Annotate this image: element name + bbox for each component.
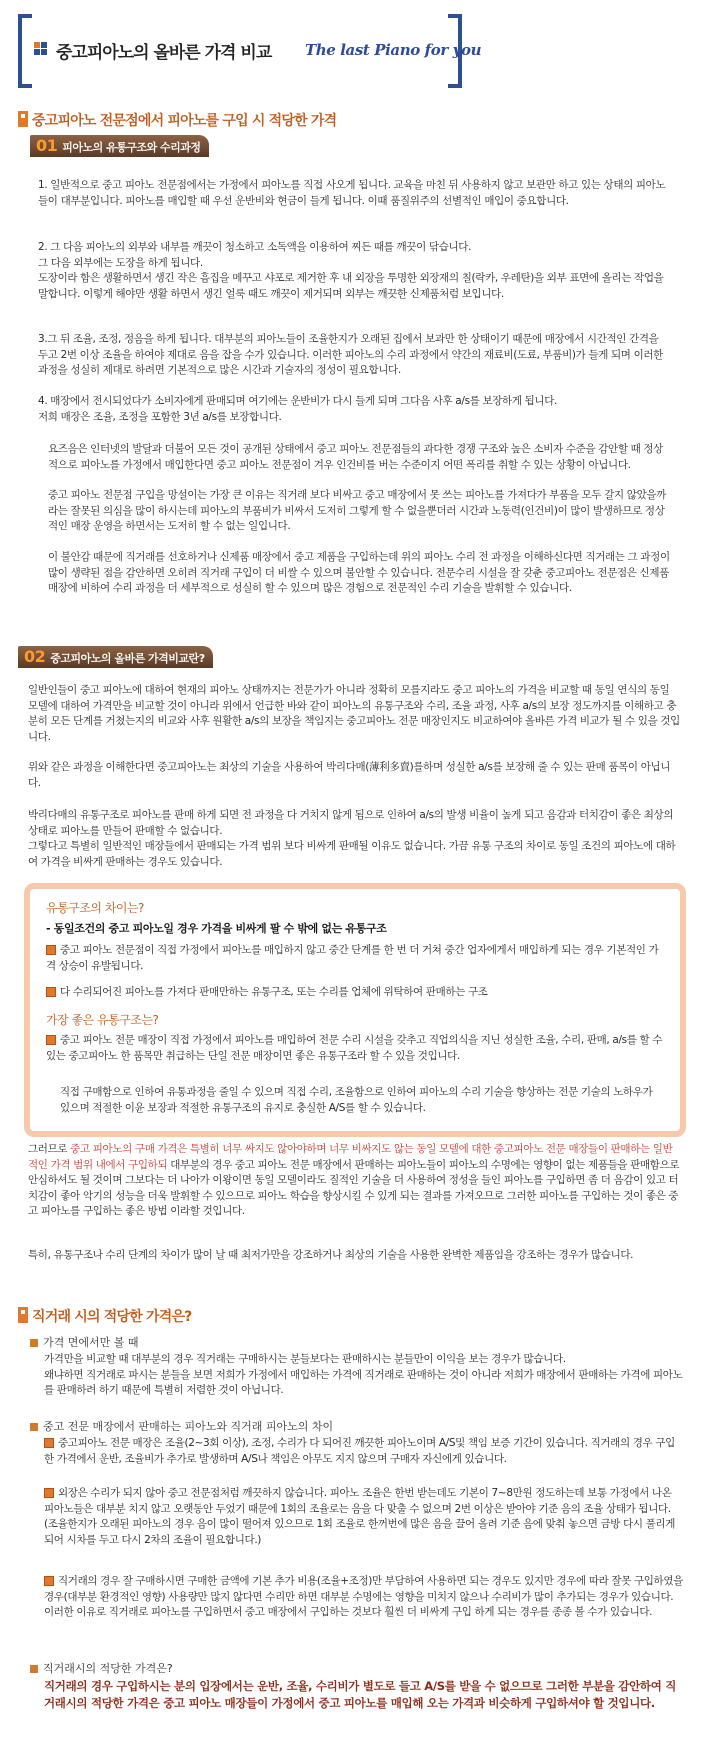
section1-title: 중고피아노 전문점에서 피아노를 구입 시 적당한 가격 <box>32 113 337 129</box>
list-item: 3.그 뒤 조율, 조정, 정음을 하게 됩니다. 대부분의 피아노들이 조율한지가 오래된 집에서 보과만 한 상태이기 때문에 매장에서 시간적인 간격을 두고 2번 이상 조율을 하여야 제대로 음을 잡을 수가 있습니다. 이러한 피아노의 수리 과정에서 약간의 재료비(도료, 부품비)가 들게 되며 이러한 과정을 성실히 제대로 하려면 기본적으로 많은 시간과 기술자의 정성이 필요합니다. <box>38 333 663 376</box>
box-lead: - 동일조건의 중고 피아노일 경우 가격을 비싸게 팔 수 밖에 없는 유통구조 <box>46 922 387 935</box>
section1-paragraph: 요즈음은 인터넷의 발달과 더불어 모든 것이 공개된 상태에서 중고 피아노 전문점들의 과다한 경쟁 구조와 높은 소비자 수준을 감안할 때 정상적으로 피아노를 가정에서 매입한다면 중고 피아노 전문점이 겨우 인건비를 버는 수준이지 어떤 폭리를 취할 수 있는 상황이 아닙니다. <box>48 443 663 471</box>
box-heading: 가장 좋은 유통구조는? <box>46 1013 159 1027</box>
section1-paragraph: 이 불안감 때문에 직거래를 선호하거나 신제품 매장에서 중고 제품을 구입하는데 위의 피아노 수리 전 과정을 이해하신다면 직거래는 그 과정이 많이 생략된 점을 감안하면 오히려 직거래 구입이 더 비쌀 수 있으며 불안할 수 있습니다. 전문수리 시설을 잘 갖춘 중고피아노 전문점은 신제품 매장에 비하여 수리 과정을 더 세부적으로 성실히 할 수 있으며 많은 경험으로 전문적인 수리 기술을 발휘할 수 있습니다. <box>48 551 670 594</box>
header-frame-left <box>18 14 32 88</box>
section3-bullet: 직거래의 경우 잘 구매하시면 구매한 금액에 기본 추가 비용(조율+조정)만 부담하여 사용하면 되는 경우도 있지만 경우에 따라 잘못 구입하였을 경우(대부분 환경적인 영향) 사용량만 많지 않다면 수리만 하면 대부분 수명에는 영향을 미치지 않으나 수리비가 많이 추가되는 경우가 있습니다. 이러한 이유로 직거래로 피아노를 구입하면서 중고 매장에서 구입하는 것보다 훨씬 더 비싸게 구입 하게 되는 경우를 종종 볼 수가 있습니다. <box>44 1575 683 1618</box>
bullet-square-icon <box>46 1035 56 1045</box>
list-item: 2. 그 다음 피아노의 외부와 내부를 깨끗이 청소하고 소독액을 이용하여 찌든 때를 깨끗이 닦습니다. 그 다음 외부에는 도장을 하게 됩니다. 도장이라 함은 생활하면서 생긴 작은 흠집을 메꾸고 샤포로 제거한 후 내 외장을 투명한 외장재의 칠(락카, 우레탄)을 외부 표면에 올리는 작업을 말합니다. 이렇게 해야만 생활 하면서 생긴 얼룩 때도 깨끗이 제거되며 외부는 깨끗한 신제품처럼 보입니다. <box>38 241 664 300</box>
list-item: 4. 매장에서 전시되었다가 소비자에게 판매되며 여기에는 운반비가 다시 들게 되며 그다음 사후 a/s를 보장하게 됩니다. 저희 매장은 조율, 조정을 포함한 3년 a/s를 보장합니다. <box>38 395 558 423</box>
logo-squares-icon <box>34 42 48 56</box>
box-heading: 유통구조의 차이는? <box>46 901 144 915</box>
section3-paragraph: 가격만을 비교할 때 대부분의 경우 직거래는 구매하시는 분들보다는 판매하시는 분들만이 이익을 보는 경우가 많습니다. 왜냐하면 직거래로 파시는 분들을 보면 저희가 가정에서 매입하는 가격에 직거래로 판매하는 것이 아니라 저희가 매장에서 판매하는 가격에 피아노를 판매하려 하기 때문에 특별히 저렴한 것이 아닙니다. <box>44 1353 683 1396</box>
list-item: 1. 일반적으로 중고 피아노 전문점에서는 가정에서 피아노를 직접 사오게 됩니다. 교육을 마친 뒤 사용하지 않고 보관만 하고 있는 상태의 피아노들이 대부분입니다. 피아노를 매입할 때 우선 운반비와 현금이 들게 됩니다. 이때 품질위주의 선별적인 매입이 중요합니다. <box>38 179 666 207</box>
section2-conclusion: 그러므로 중고 피아노의 구매 가격은 특별히 너무 싸지도 않아야하며 너무 비싸지도 않는 동일 모델에 대한 중고피아노 전문 매장들이 판매하는 일반적인 가격 범위 내에서 구입하되 대부분의 경우 중고 피아노 전문 매장에서 판매하는 피아노들이 피아노의 수명에는 영향이 없는 제품들을 판매함으로 안심하셔도 될 것이며 그보다는 더 나아가 이왕이면 동일 모델이라도 질적인 기술을 더 사용하여 정성을 들인 피아노를 구입하면 좀 더 음감이 있고 터치감이 좋아 악기의 성능을 더욱 발휘할 수 있으므로 피아노 학습을 향상시킬 수 있게 되는 결과를 가져오므로 그러한 피아노를 구입하는 것이 좋은 중고 피아노를 구입하는 좋은 방법 이라할 것입니다. <box>28 1143 680 1217</box>
section2-paragraph: 위와 같은 과정을 이해한다면 중고피아노는 최상의 기술을 사용하여 박리다매(薄利多賣)를하며 성실한 a/s를 보장해 줄 수 있는 판매 품목이 아닙니다. <box>28 761 671 789</box>
section3-title: 직거래 시의 적당한 가격은? <box>32 1309 192 1325</box>
section1-list <box>38 240 668 302</box>
section1-list <box>38 178 668 209</box>
section-marker-icon <box>18 111 28 131</box>
section1-paragraph: 중고 피아노 전문점 구입을 망설이는 가장 큰 이유는 직거래 보다 비싸고 중고 매장에서 못 쓰는 피아노를 가져다가 부품을 모두 갈지 않았을까 라는 잘못된 의심을 많이 하시는데 피아노의 부품비가 비싸서 도저히 그렇게 할 수 없을뿐더러 시간과 노동력(인건비)이 많이 발생하므로 정상적인 매장 운영을 하면서는 도저히 할 수 없는 일입니다. <box>48 489 666 532</box>
arrow-bullet-icon <box>30 1339 38 1347</box>
box-paragraph: 직접 구매함으로 인하여 유통과정을 줄일 수 있으며 직접 수리, 조율함으로 인하여 피아노의 수리 기술을 향상하는 전문 기술의 노하우가 있으며 적절한 이윤 보장과 적절한 유통구조의 유지로 충실한 A/S를 할 수 있습니다. <box>60 1086 653 1114</box>
bullet-square-icon <box>44 1438 54 1448</box>
section3-bullet: 외장은 수리가 되지 않아 중고 전문점처럼 깨끗하지 않습니다. 피아노 조율은 한번 받는데도 기본이 7~8만원 정도하는데 보통 가정에서 나온 피아노들은 대부분 치지 않고 오랫동안 두었기 때문에 1회의 조율로는 음을 다 맞출 수 없으며 2번 이상은 받아야 기준 음의 조율 상태가 됩니다. (조율한지가 오래된 피아노의 경우 음이 많이 떨어져 있으므로 1회 조율로 한꺼번에 많은 음을 끌어 올려 기준 음에 맞춰 놓으면 금방 다시 풀리게 되어 시차를 두고 다시 2차의 조율이 필요합니다.) <box>44 1487 676 1546</box>
subheading: 중고 전문 매장에서 판매하는 피아노와 직거래 피아노의 차이 <box>30 1418 333 1434</box>
box-bullet: 다 수리되어진 피아노를 가져다 판매만하는 유통구조, 또는 수리를 업체에 위탁하여 판매하는 구조 <box>46 985 666 1001</box>
page-subtitle: The last Piano for you <box>305 41 482 59</box>
bullet-square-icon <box>44 1488 54 1498</box>
section-marker-icon <box>18 1307 28 1327</box>
bullet-square-icon <box>44 1576 54 1586</box>
subheading: 직거래시의 적당한 가격은? <box>30 1660 173 1676</box>
subheading: 가격 면에서만 볼 때 <box>30 1334 139 1350</box>
arrow-bullet-icon <box>30 1423 38 1431</box>
final-recommendation: 직거래의 경우 구입하시는 분의 입장에서는 운반, 조율, 수리비가 별도로 들고 A/S를 받을 수 없으므로 그러한 부분을 감안하여 직거래시의 적당한 가격은 중고 피아노 매장들이 가정에서 중고 피아노를 매입해 오는 가격과 비슷하게 구입하셔야 할 것입니다. <box>44 1679 677 1710</box>
bullet-square-icon <box>46 945 56 955</box>
section2-paragraph: 일반인들이 중고 피아노에 대하여 현재의 피아노 상태까지는 전문가가 아니라 정확히 모를지라도 중고 피아노의 가격을 비교할 때 동일 연식의 동일 모델에 대하여 가격만을 비교할 것이 아니라 위에서 언급한 바와 같이 피아노의 유통구조와 수리, 조율 과정, 사후 a/s의 보장 정도까지를 이해하고 충분히 모든 단계를 거쳤는지의 비교와 사후 원활한 a/s의 보장을 책임지는 중고피아노 전문 매장인지도 비교하여야 올바른 가격 비교가 될 수 있을 것입니다. <box>28 684 680 743</box>
section2-note: 특히, 유통구조나 수리 단계의 차이가 많이 날 때 최저가만을 강조하거나 최상의 기술을 사용한 완벽한 제품임을 강조하는 경우가 많습니다. <box>28 1249 634 1261</box>
tab-distribution: 01 피아노의 유통구조와 수리과정 <box>30 135 209 157</box>
section3-bullet: 중고피아노 전문 매장은 조율(2~3회 이상), 조정, 수리가 다 되어진 깨끗한 피아노이며 A/S및 책임 보증 기간이 있습니다. 직거래의 경우 구입한 가격에서 운반, 조율비가 추가로 발생하며 A/S나 책임은 아무도 지지 않으며 구매자 자신에게 있습니다. <box>44 1437 675 1465</box>
section2-paragraph: 박리다매의 유통구조로 피아노를 판매 하게 되면 전 과정을 다 거치지 않게 됨으로 인하여 a/s의 발생 비율이 높게 되고 음감과 터치감이 좋은 최상의 상태로 피아노를 만들어 판매할 수 없습니다. 그렇다고 특별히 일반적인 매장들에서 판매되는 가격 범위 보다 비싸게 판매될 이유도 없습니다. 가끔 유통 구조의 차이로 동일 조건의 피아노에 대하여 가격을 비싸게 판매하는 경우도 있습니다. <box>28 809 676 868</box>
arrow-bullet-icon <box>30 1665 38 1673</box>
box-bullet: 중고 피아노 전문 매장이 직접 가정에서 피아노를 매입하여 전문 수리 시설을 갖추고 직업의식을 지닌 성실한 조율, 수리, 판매, a/s를 할 수 있는 중고피아노 한 품목만 취급하는 단일 전문 매장이면 좋은 유통구조라 할 수 있을 것입니다. <box>46 1034 663 1062</box>
section1-list <box>38 394 668 425</box>
section1-list <box>38 332 668 379</box>
bullet-square-icon <box>46 987 56 997</box>
page-title: 중고피아노의 올바른 가격 비교 <box>56 43 272 63</box>
tab-price-compare: 02 중고피아노의 올바른 가격비교란? <box>18 646 213 668</box>
box-bullet: 중고 피아노 전문점이 직접 가정에서 피아노를 매입하지 않고 중간 단계를 한 번 더 거쳐 중간 업자에게서 매입하게 되는 경우 기본적인 가격 상승이 유발됩니다. <box>46 944 659 972</box>
distribution-box <box>24 883 686 1137</box>
